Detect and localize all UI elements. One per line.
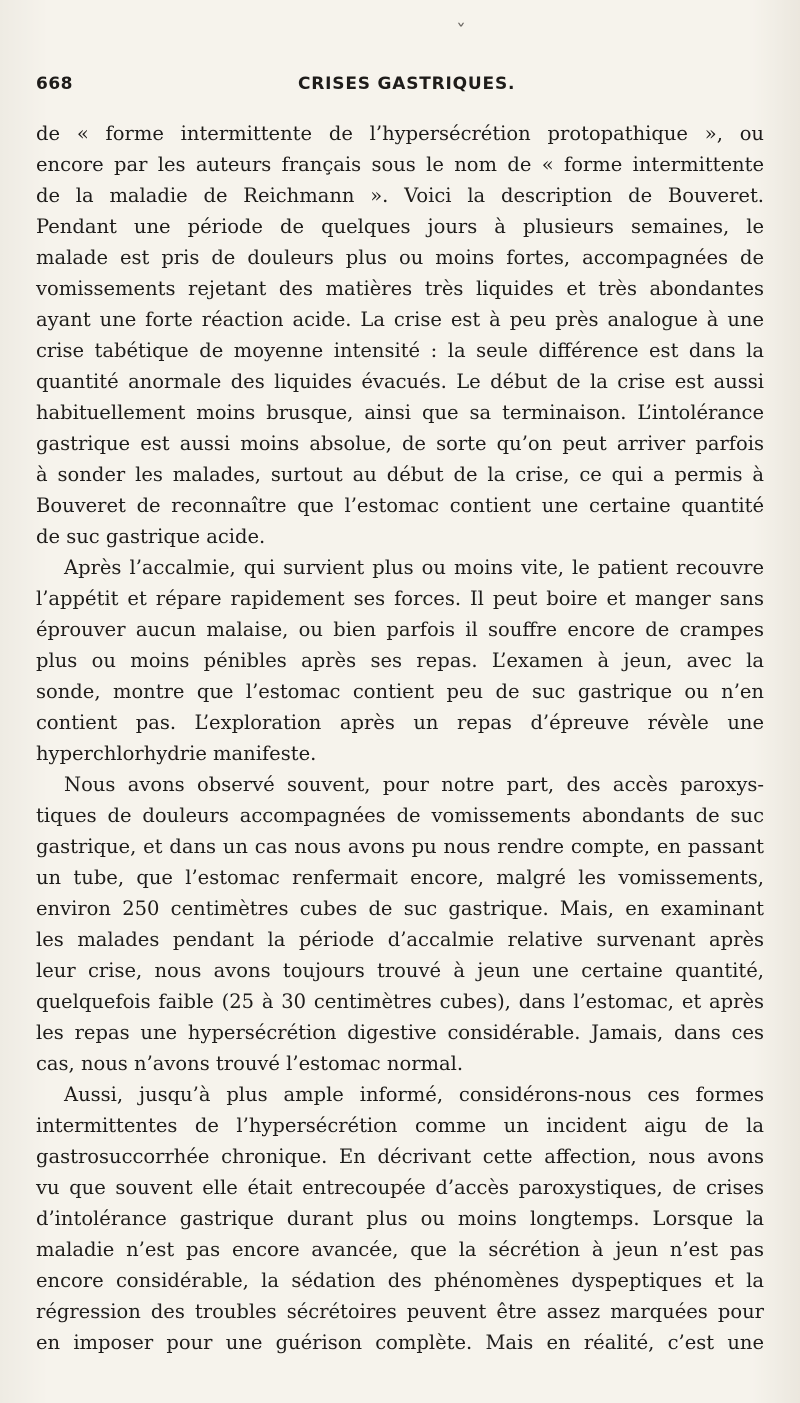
text-line: environ 250 centimètres cubes de suc gastrique. Mais, en examinant (36, 897, 764, 920)
running-title: CRISES GASTRIQUES. (298, 74, 516, 94)
print-mark: ˇ (456, 20, 466, 44)
text-line: ayant une forte réaction acide. La crise est à peu près analogue à une (36, 308, 764, 331)
text-line: encore considérable, la sédation des phénomènes dyspeptiques et la (36, 1269, 764, 1292)
text-line: les repas une hypersécrétion digestive considérable. Jamais, dans ces (36, 1021, 764, 1044)
text-line: intermittentes de l’hypersécrétion comme un incident aigu de la (36, 1114, 764, 1137)
paragraph-start-line: Après l’accalmie, qui survient plus ou moins vite, le patient recouvre (64, 556, 764, 579)
text-line: l’appétit et répare rapidement ses forces. Il peut boire et manger sans (36, 587, 764, 610)
text-line: quantité anormale des liquides évacués. Le début de la crise est aussi (36, 370, 764, 393)
text-line: gastrosuccorrhée chronique. En décrivant cette affection, nous avons (36, 1145, 764, 1168)
text-line: d’intolérance gastrique durant plus ou moins longtemps. Lorsque la (36, 1207, 764, 1230)
text-line: habituellement moins brusque, ainsi que sa terminaison. L’intolérance (36, 401, 764, 424)
paragraph-start-line: Aussi, jusqu’à plus ample informé, considérons-nous ces formes (64, 1083, 764, 1106)
text-line: Pendant une période de quelques jours à plusieurs semaines, le (36, 215, 764, 238)
page-number: 668 (36, 74, 73, 94)
text-line: éprouver aucun malaise, ou bien parfois il souffre encore de crampes (36, 618, 764, 641)
paragraph-start-line: Nous avons observé souvent, pour notre part, des accès paroxys- (64, 773, 764, 796)
text-line: encore par les auteurs français sous le nom de « forme intermittente (36, 153, 764, 176)
text-line: gastrique, et dans un cas nous avons pu nous rendre compte, en passant (36, 835, 764, 858)
text-line: plus ou moins pénibles après ses repas. L’examen à jeun, avec la (36, 649, 764, 672)
paragraph-end-line: de suc gastrique acide. (36, 525, 266, 548)
text-line: tiques de douleurs accompagnées de vomissements abondants de suc (36, 804, 764, 827)
paragraph-end-line: cas, nous n’avons trouvé l’estomac normal. (36, 1052, 464, 1075)
text-line: un tube, que l’estomac renfermait encore, malgré les vomissements, (36, 866, 764, 889)
text-line: de « forme intermittente de l’hypersécrétion protopathique », ou (36, 122, 764, 145)
body-text (36, 118, 764, 1358)
text-line: de la maladie de Reichmann ». Voici la description de Bouveret. (36, 184, 764, 207)
text-line: quelquefois faible (25 à 30 centimètres cubes), dans l’estomac, et après (36, 990, 764, 1013)
text-line: malade est pris de douleurs plus ou moins fortes, accompagnées de (36, 246, 764, 269)
text-line: crise tabétique de moyenne intensité : la seule différence est dans la (36, 339, 764, 362)
text-line: à sonder les malades, surtout au début de la crise, ce qui a permis à (36, 463, 764, 486)
text-line: contient pas. L’exploration après un repas d’épreuve révèle une (36, 711, 764, 734)
text-line: les malades pendant la période d’accalmie relative survenant après (36, 928, 764, 951)
text-line: en imposer pour une guérison complète. Mais en réalité, c’est une (36, 1331, 764, 1354)
text-line: vu que souvent elle était entrecoupée d’accès paroxystiques, de crises (36, 1176, 764, 1199)
text-line: Bouveret de reconnaître que l’estomac contient une certaine quantité (36, 494, 764, 517)
text-line: sonde, montre que l’estomac contient peu de suc gastrique ou n’en (36, 680, 764, 703)
page-header (36, 74, 776, 102)
paragraph-end-line: hyperchlorhydrie manifeste. (36, 742, 317, 765)
text-line: maladie n’est pas encore avancée, que la sécrétion à jeun n’est pas (36, 1238, 764, 1261)
text-line: leur crise, nous avons toujours trouvé à jeun une certaine quantité, (36, 959, 764, 982)
text-line: vomissements rejetant des matières très liquides et très abondantes (36, 277, 764, 300)
text-line: gastrique est aussi moins absolue, de sorte qu’on peut arriver parfois (36, 432, 764, 455)
text-line: régression des troubles sécrétoires peuvent être assez marquées pour (36, 1300, 764, 1323)
